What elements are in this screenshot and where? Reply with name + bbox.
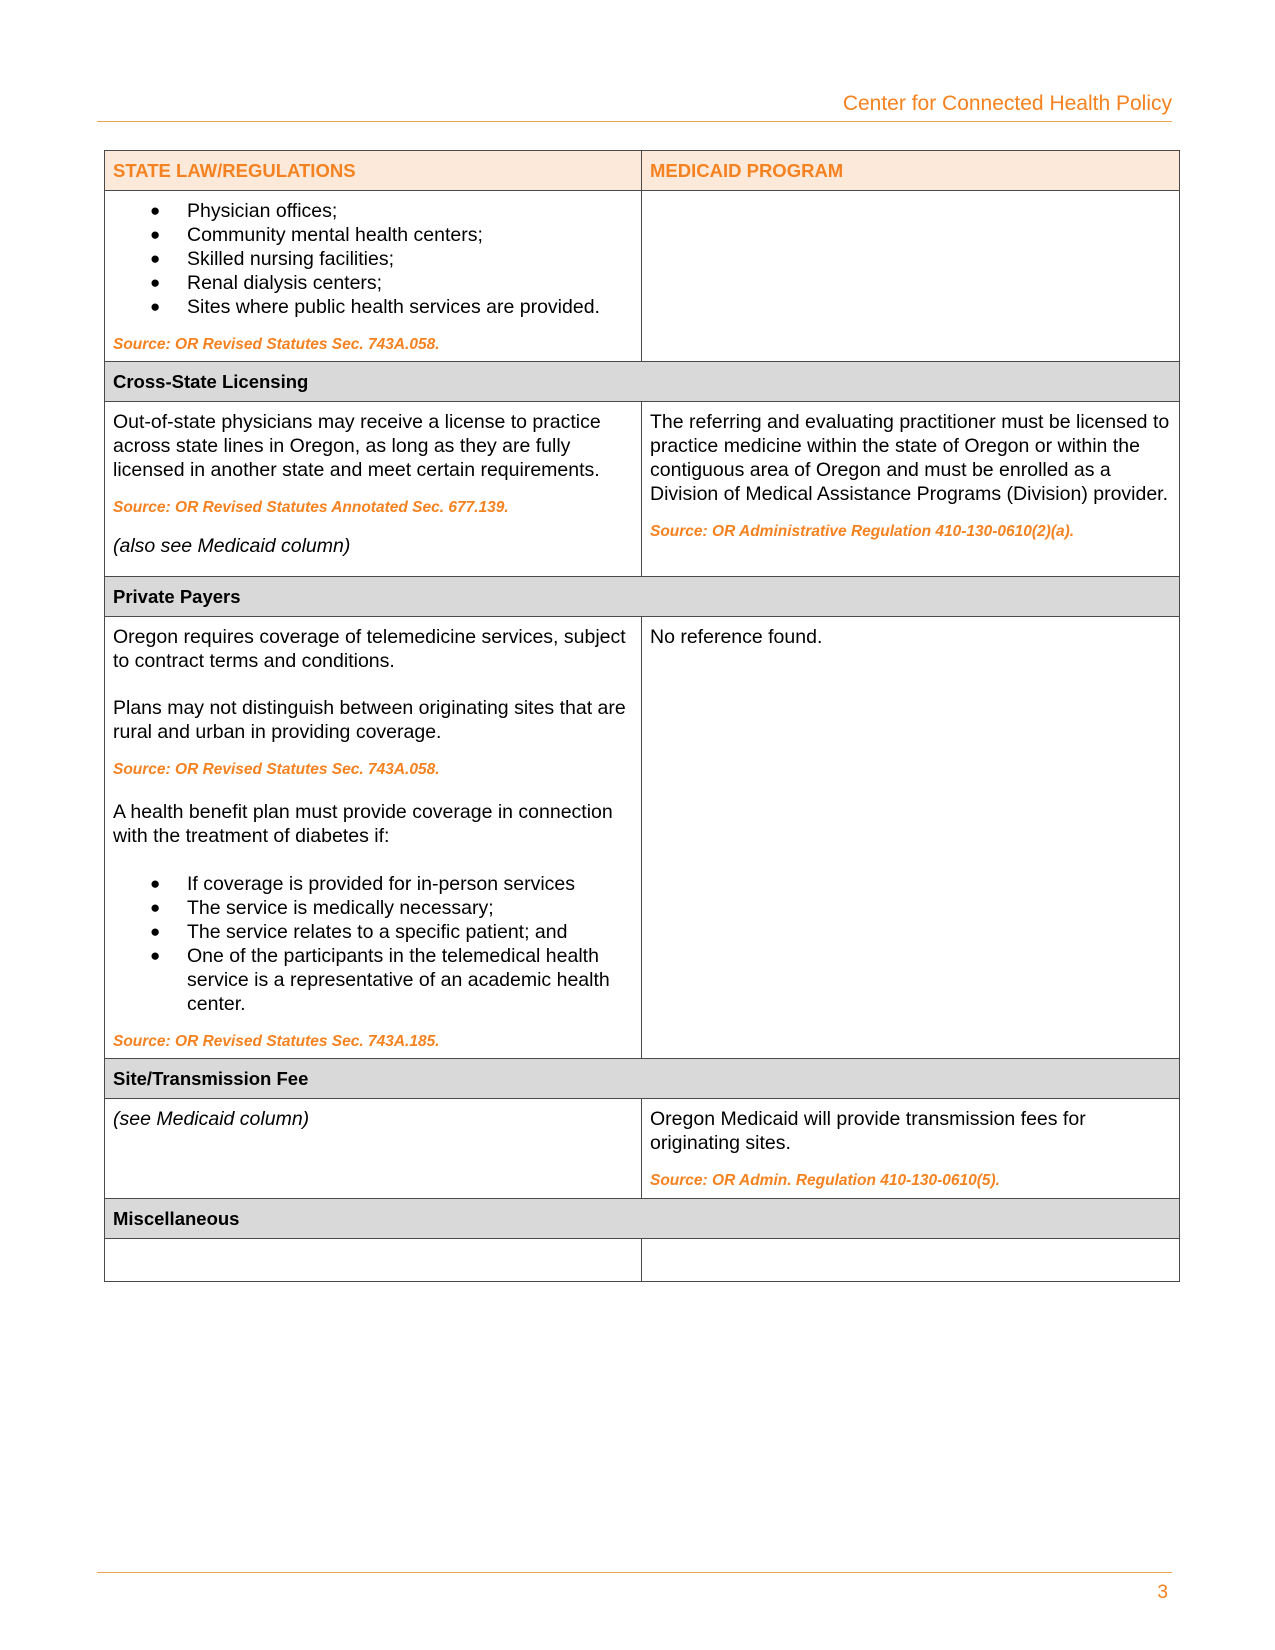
- bullet-icon: ●: [150, 225, 161, 244]
- cell-empty: [642, 191, 1180, 362]
- bullet-icon: ●: [150, 201, 161, 220]
- list-item: ● If coverage is provided for in-person services: [150, 873, 576, 895]
- section-row-private-payers: [105, 577, 1180, 617]
- page-number: 3: [1157, 1582, 1168, 1603]
- body-text: Out-of-state physicians may receive a license to practice across state lines in Oregon, as long as they are fully licensed in another state and meet certain requirements.: [113, 411, 601, 481]
- col-header-medicaid: MEDICAID PROGRAM: [642, 151, 1180, 191]
- section-title: Miscellaneous: [105, 1199, 1180, 1239]
- list-item: ● Renal dialysis centers;: [150, 272, 383, 294]
- table-row: [105, 1099, 1180, 1199]
- list-item: ● Community mental health centers;: [150, 224, 483, 246]
- bullet-icon: ●: [150, 946, 161, 965]
- source-citation: Source: OR Revised Statutes Annotated Sec. 677.139.: [113, 499, 509, 516]
- cell-empty: [105, 1239, 642, 1282]
- section-row-miscellaneous: [105, 1199, 1180, 1239]
- table-row: [105, 1239, 1180, 1282]
- cross-reference-note: (see Medicaid column): [113, 1108, 310, 1130]
- table-row: [105, 617, 1180, 1059]
- section-title: Cross-State Licensing: [105, 362, 1180, 402]
- bullet-icon: ●: [150, 297, 161, 316]
- source-citation: Source: OR Revised Statutes Sec. 743A.058.: [113, 761, 440, 778]
- site-list: [113, 199, 633, 319]
- diabetes-conditions-list: [113, 872, 633, 1016]
- footer-rule: [97, 1572, 1172, 1573]
- source-citation: Source: OR Administrative Regulation 410-130-0610(2)(a).: [650, 523, 1075, 540]
- bullet-icon: ●: [150, 249, 161, 268]
- cell-continued-sites: [105, 191, 642, 362]
- body-text: Plans may not distinguish between originating sites that are rural and urban in providing coverage.: [113, 697, 626, 743]
- body-text: Oregon Medicaid will provide transmission fees for originating sites.: [650, 1108, 1086, 1154]
- bullet-icon: ●: [150, 922, 161, 941]
- list-item: ● Skilled nursing facilities;: [150, 248, 395, 270]
- list-item: ● One of the participants in the telemedical health service is a representative of an academic health center.: [150, 945, 610, 1015]
- cell-private-medicaid: [642, 617, 1180, 1059]
- cell-fee-medicaid: [642, 1099, 1180, 1199]
- section-row-licensing: [105, 362, 1180, 402]
- cell-fee-state: [105, 1099, 642, 1199]
- body-text: A health benefit plan must provide coverage in connection with the treatment of diabetes if:: [113, 801, 613, 847]
- cell-empty: [642, 1239, 1180, 1282]
- table-header-row: [105, 151, 1180, 191]
- body-text: No reference found.: [650, 626, 823, 648]
- bullet-icon: ●: [150, 898, 161, 917]
- cell-licensing-state: [105, 402, 642, 577]
- list-item: ● Sites where public health services are provided.: [150, 296, 600, 318]
- list-item: ● The service is medically necessary;: [150, 897, 494, 919]
- source-citation: Source: OR Revised Statutes Sec. 743A.185.: [113, 1033, 440, 1050]
- table-row: [105, 402, 1180, 577]
- section-title: Site/Transmission Fee: [105, 1059, 1180, 1099]
- table-row: [105, 191, 1180, 362]
- body-text: The referring and evaluating practitioner must be licensed to practice medicine within the state of Oregon or within the contiguous area of Oregon and must be enrolled as a Division of Medical Assistance Programs (Division) provider.: [650, 411, 1170, 505]
- bullet-icon: ●: [150, 273, 161, 292]
- list-item: ● The service relates to a specific patient; and: [150, 921, 568, 943]
- cell-private-state: [105, 617, 642, 1059]
- section-title: Private Payers: [105, 577, 1180, 617]
- policy-table: [104, 150, 1180, 1282]
- body-text: Oregon requires coverage of telemedicine services, subject to contract terms and conditions.: [113, 626, 626, 672]
- source-citation: Source: OR Revised Statutes Sec. 743A.058.: [113, 336, 440, 353]
- cell-licensing-medicaid: [642, 402, 1180, 577]
- section-row-transmission-fee: [105, 1059, 1180, 1099]
- list-item: ● Physician offices;: [150, 200, 338, 222]
- bullet-icon: ●: [150, 874, 161, 893]
- running-header: Center for Connected Health Policy: [97, 92, 1172, 122]
- col-header-state-law: STATE LAW/REGULATIONS: [105, 151, 642, 191]
- source-citation: Source: OR Admin. Regulation 410-130-0610(5).: [650, 1172, 1000, 1189]
- cross-reference-note: (also see Medicaid column): [113, 535, 351, 557]
